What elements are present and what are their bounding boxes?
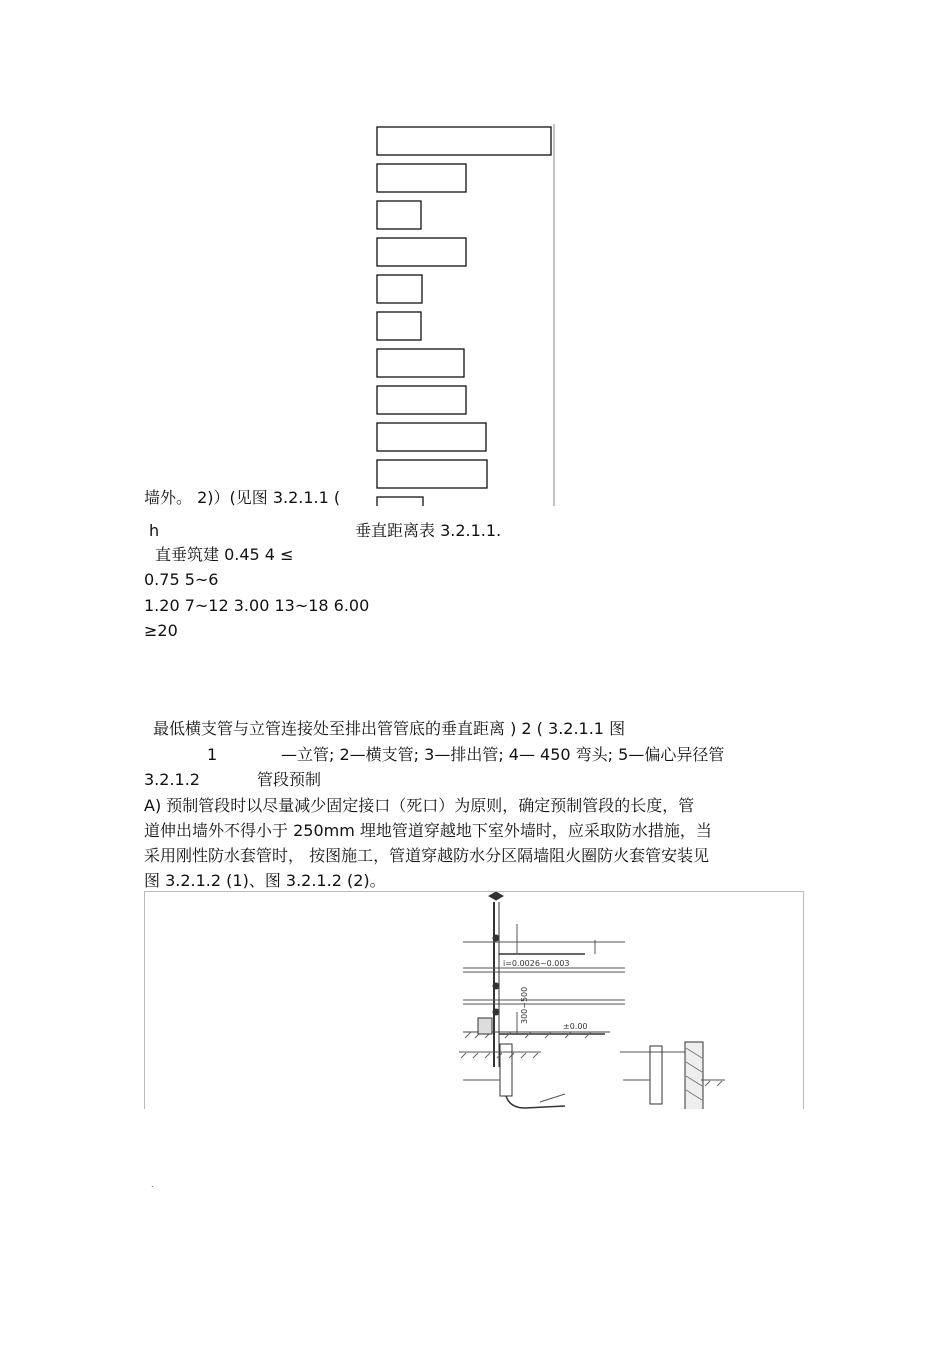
table-bar-graphic xyxy=(374,124,559,506)
paragraph-line-3: 采用刚性防水套管时， 按图施工，管道穿越防水分区隔墙阻火圈防火套管安装见 xyxy=(144,846,710,865)
legend-number: 1 xyxy=(207,745,218,764)
floor-hatch xyxy=(705,1081,722,1086)
h-label: h xyxy=(149,521,160,540)
pipe-joint xyxy=(493,983,499,989)
table-row-2: 0.75 5~6 xyxy=(144,570,219,589)
pipe-drawing xyxy=(145,892,804,1109)
leader-line xyxy=(540,1094,565,1102)
vent-cap-icon xyxy=(489,892,503,900)
table-cell-box xyxy=(377,386,466,414)
table-cell-box xyxy=(377,312,421,340)
table-cell-box xyxy=(377,275,422,303)
pipe-joint xyxy=(493,1009,499,1015)
elbow-pipe xyxy=(506,1096,565,1108)
paragraph-line-4: 图 3.2.1.2 (1)、图 3.2.1.2 (2)。 xyxy=(144,871,386,890)
table-cell-box xyxy=(377,127,551,155)
paragraph-line-1: A) 预制管段时以尽量减少固定接口（死口）为原则，确定预制管段的长度，管 xyxy=(144,796,695,815)
footer-dot: . xyxy=(151,1180,154,1189)
text-line-wall-outside: 墙外。 2)）(见图 3.2.1.1 ( xyxy=(144,488,341,507)
table-title: 垂直距离表 3.2.1.1. xyxy=(355,521,502,540)
table-cell-box xyxy=(377,497,423,506)
table-row-1: 直垂筑建 0.45 4 ≤ xyxy=(155,545,294,564)
dimension-label: 300~500 xyxy=(520,986,529,1024)
table-cell-box xyxy=(377,164,466,192)
table-row-3: 1.20 7~12 3.00 13~18 6.00 xyxy=(144,596,370,615)
section-title: 管段预制 xyxy=(257,770,322,789)
elevation-label: ±0.00 xyxy=(563,1022,588,1031)
table-cell-box xyxy=(377,349,464,377)
pipe-installation-figure xyxy=(144,891,804,1109)
slope-label: i=0.0026~0.003 xyxy=(503,959,570,968)
table-cell-box xyxy=(377,423,486,451)
figure-caption: 最低横支管与立管连接处至排出管管底的垂直距离 ) 2 ( 3.2.1.1 图 xyxy=(153,719,626,738)
pipe-sleeve xyxy=(650,1046,662,1104)
figure-legend: —立管; 2—横支管; 3—排出管; 4— 450 弯头; 5—偏心异径管 xyxy=(281,745,725,764)
section-number: 3.2.1.2 xyxy=(144,770,200,789)
cleanout-box xyxy=(478,1018,492,1034)
table-cell-box xyxy=(377,460,487,488)
table-cell-box xyxy=(377,238,466,266)
table-cell-box xyxy=(377,201,421,229)
table-row-4: ≥20 xyxy=(144,621,178,640)
pipe-joint xyxy=(493,935,499,941)
paragraph-line-2: 道伸出墙外不得小于 250mm 埋地管道穿越地下室外墙时，应采取防水措施，当 xyxy=(144,821,712,840)
